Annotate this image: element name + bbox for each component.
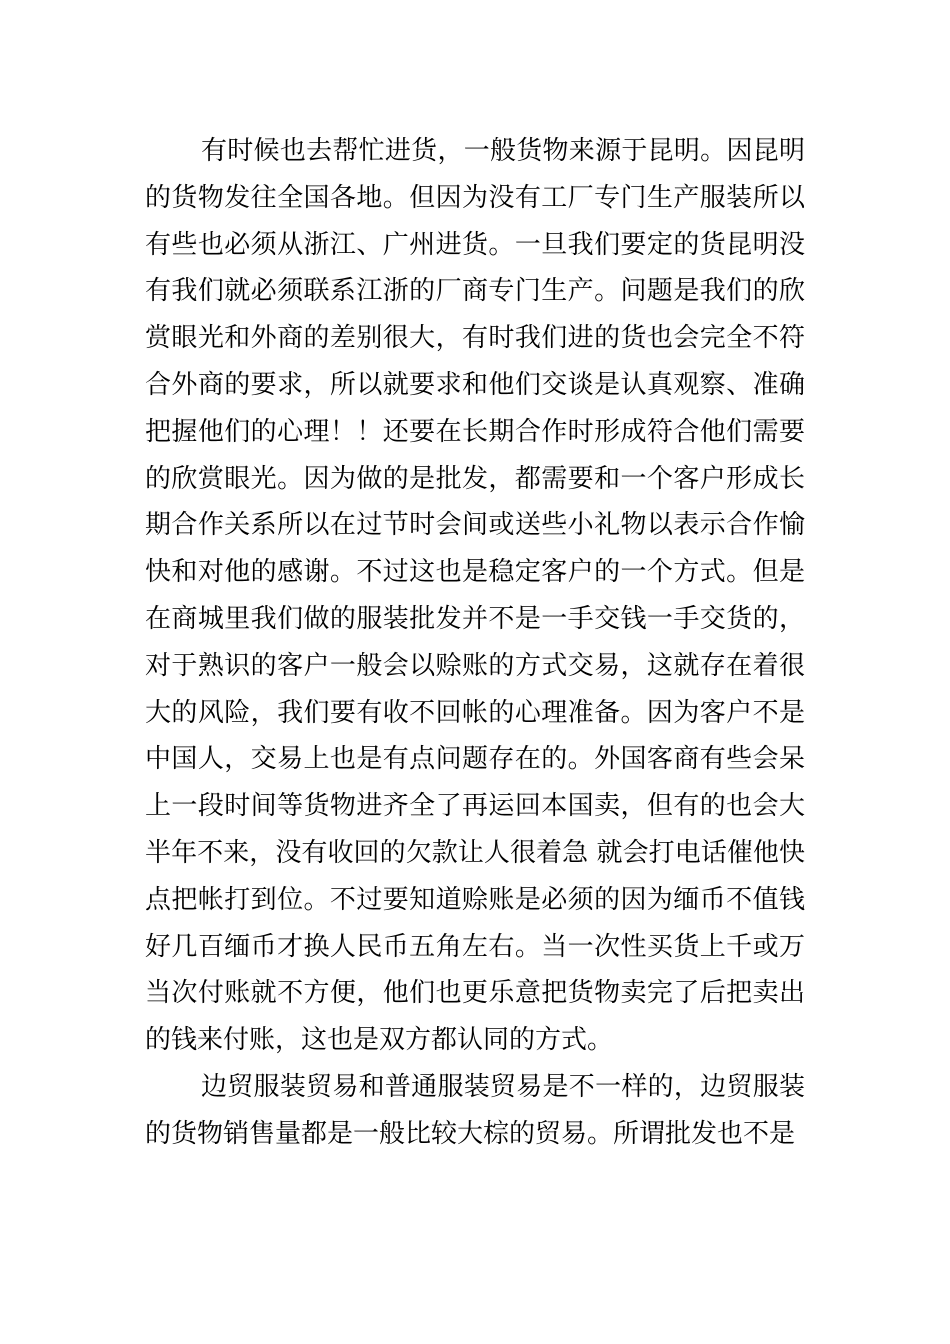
text-line: 有时候也去帮忙进货，一般货物来源于昆明。因昆明	[201, 136, 805, 166]
text-line: 的货物发往全国各地。但因为没有工厂专门生产服装所以	[145, 182, 805, 213]
text-line: 的欣赏眼光。因为做的是批发，都需要和一个客户形成长	[145, 463, 805, 494]
text-line: 在商城里我们做的服装批发并不是一手交钱一手交货的，	[145, 603, 805, 634]
text-line: 大的风险，我们要有收不回帐的心理准备。因为客户不是	[145, 697, 805, 728]
text-line: 赏眼光和外商的差别很大，有时我们进的货也会完全不符	[145, 323, 805, 354]
text-line: 半年不来，没有收回的欠款让人很着急 就会打电话催他快	[145, 837, 805, 868]
text-line: 中国人，交易上也是有点问题存在的。外国客商有些会呆	[145, 744, 805, 775]
text-line: 的钱来付账，这也是双方都认同的方式。	[145, 1025, 614, 1056]
text-line: 对于熟识的客户一般会以赊账的方式交易，这就存在着很	[145, 650, 805, 681]
text-line: 把握他们的心理！！还要在长期合作时形成符合他们需要	[145, 416, 805, 447]
text-line: 的货物销售量都是一般比较大棕的贸易。所谓批发也不是	[145, 1118, 796, 1149]
body-text	[145, 128, 805, 1158]
text-line: 好几百缅币才换人民币五角左右。当一次性买货上千或万	[145, 931, 805, 962]
text-line: 有我们就必须联系江浙的厂商专门生产。问题是我们的欣	[145, 276, 805, 307]
text-line: 点把帐打到位。不过要知道赊账是必须的因为缅币不值钱	[145, 884, 805, 915]
text-line: 期合作关系所以在过节时会间或送些小礼物以表示合作愉	[145, 510, 805, 541]
text-line: 边贸服装贸易和普通服装贸易是不一样的，边贸服装	[201, 1071, 805, 1102]
text-line: 当次付账就不方便，他们也更乐意把货物卖完了后把卖出	[145, 978, 805, 1009]
text-line: 上一段时间等货物进齐全了再运回本国卖，但有的也会大	[145, 791, 805, 822]
text-line: 合外商的要求，所以就要求和他们交谈是认真观察、准确	[145, 369, 805, 400]
text-line: 快和对他的感谢。不过这也是稳定客户的一个方式。但是	[145, 557, 805, 588]
text-line: 有些也必须从浙江、广州进货。一旦我们要定的货昆明没	[145, 229, 805, 260]
paragraph-2	[145, 1064, 805, 1158]
paragraph-1	[145, 128, 805, 1064]
